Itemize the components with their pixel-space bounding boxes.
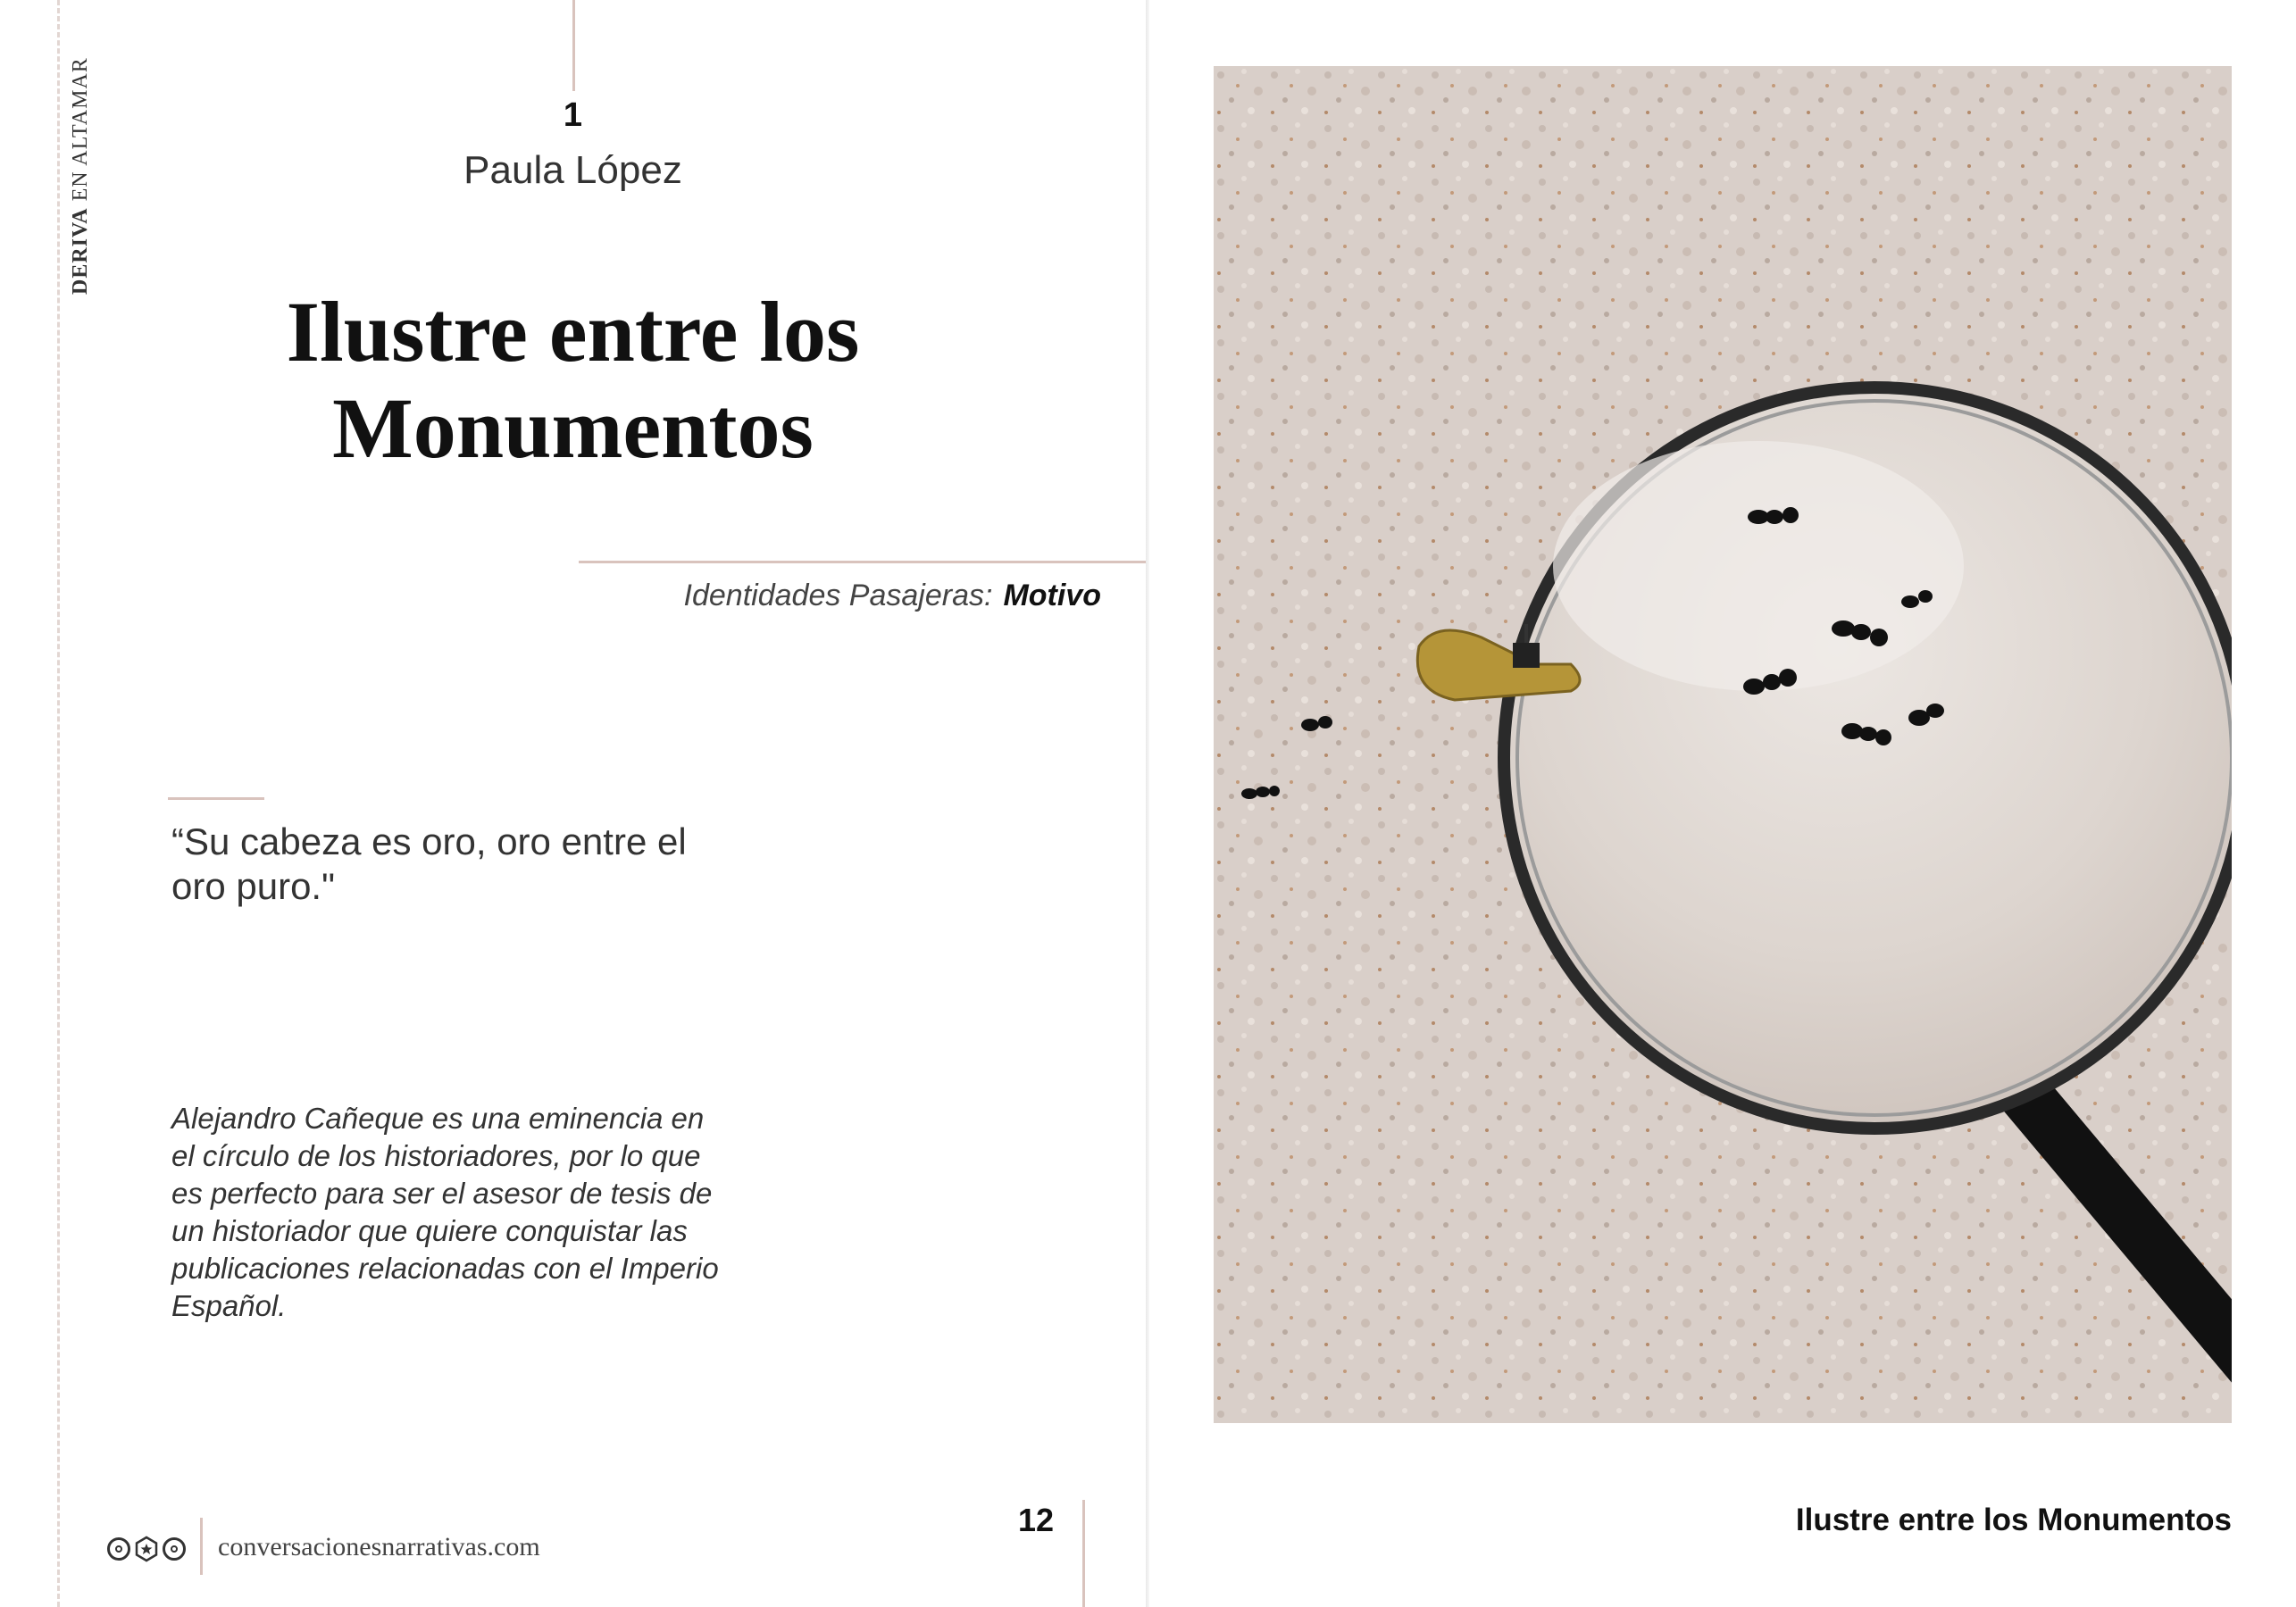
magnifying-glass-over-ants-icon bbox=[1214, 66, 2232, 1423]
series-divider bbox=[579, 561, 1146, 563]
magazine-name-bold: DERIVA bbox=[69, 207, 92, 295]
ring-icon bbox=[163, 1537, 186, 1561]
series-label-text: Identidades Pasajeras: bbox=[683, 579, 993, 612]
margin-dashed-line bbox=[57, 0, 60, 1607]
story-title bbox=[179, 284, 967, 477]
story-summary: Alejandro Cañeque es una eminencia en el círculo de los historiadores, por lo que es perfecto para ser el asesor de tesis de un historiador que quiere conquistar las publicaciones relacionadas con el Imperio Español. bbox=[171, 1102, 719, 1322]
publisher-logo bbox=[107, 1534, 186, 1564]
magazine-name-rest: EN ALTAMAR bbox=[69, 57, 92, 208]
right-page bbox=[1149, 0, 2296, 1607]
story-number: 1 bbox=[563, 96, 583, 134]
series-label bbox=[297, 579, 1101, 613]
star-icon bbox=[133, 1536, 160, 1562]
author-name: Paula López bbox=[463, 148, 682, 192]
story-title-line-2: Monumentos bbox=[332, 380, 814, 476]
left-page bbox=[0, 0, 1146, 1607]
quote-divider bbox=[168, 797, 264, 800]
ring-icon bbox=[107, 1537, 130, 1561]
magnifying-glass-photo bbox=[1214, 66, 2232, 1423]
footer-divider bbox=[200, 1518, 203, 1575]
epigraph-quote: “Su cabeza es oro, oro entre el oro puro." bbox=[171, 820, 687, 907]
page-number: 12 bbox=[1017, 1502, 1054, 1538]
story-title-line-1: Ilustre entre los bbox=[286, 284, 860, 379]
running-title: Ilustre entre los Monumentos bbox=[1795, 1503, 2232, 1537]
page-number-divider bbox=[1082, 1500, 1085, 1607]
website-link[interactable]: conversacionesnarrativas.com bbox=[218, 1532, 540, 1561]
top-divider bbox=[572, 0, 575, 91]
series-name: Motivo bbox=[1003, 579, 1101, 612]
